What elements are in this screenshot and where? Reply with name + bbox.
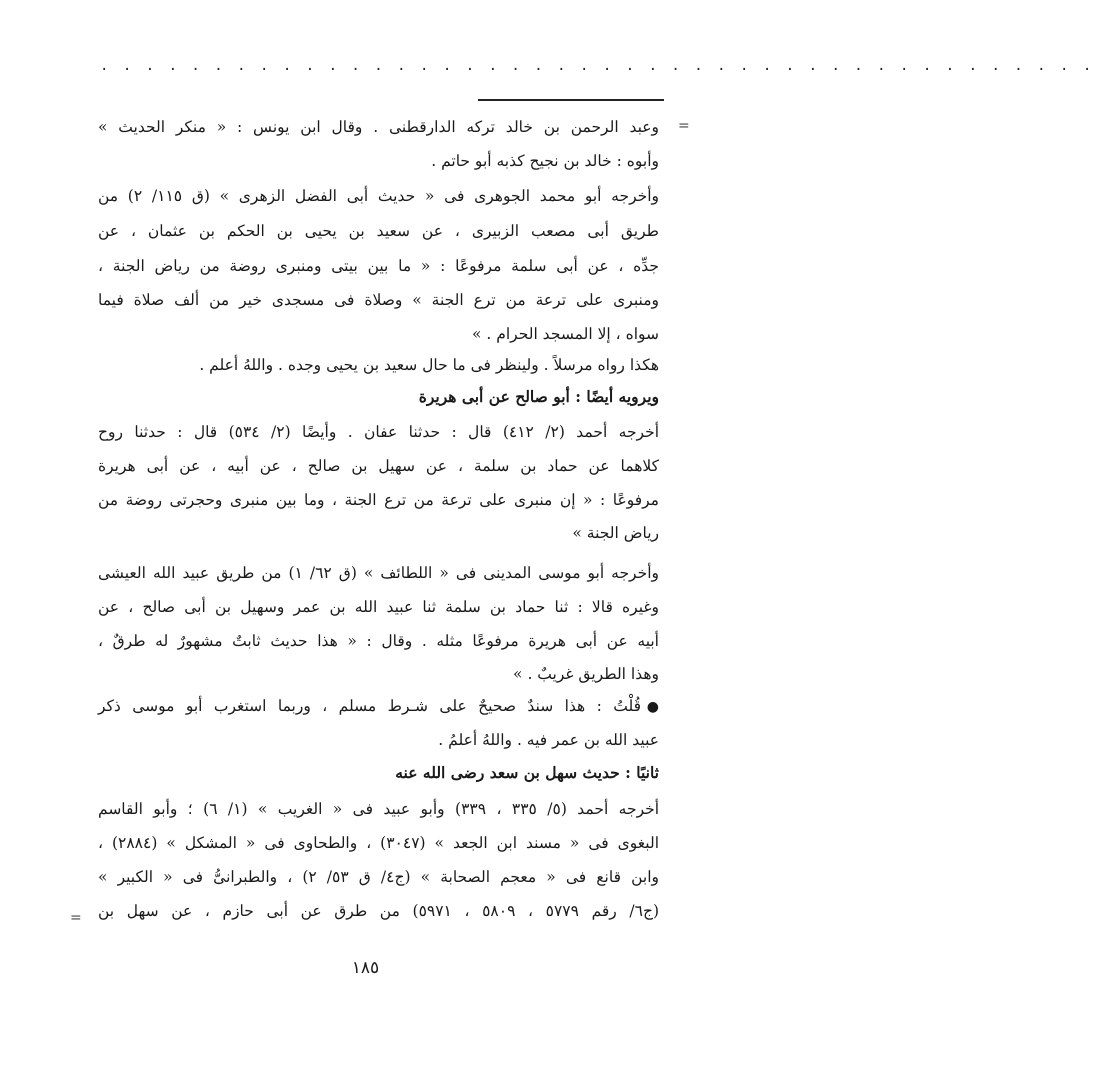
- text-line-15: وغيره قالا : ثنا حماد بن سلمة ثنا عبيد الله بن عمر وسهيل بن أبى صالح ، عن: [98, 598, 659, 616]
- text-line-23: وابن قانع فى « معجم الصحابة » (ج٤/ ق ٥٣/ ٢) ، والطبرانىُّ فى « الكبير »: [98, 868, 659, 886]
- footnote-separator-rule: [478, 99, 664, 101]
- text-line-2: وأبوه : خالد بن نجيح كذبه أبو حاتم .: [431, 152, 659, 170]
- text-line-8: هكذا رواه مرسلاً . ولينظر فى ما حال سعيد بن يحيى وجده . واللهُ أعلم .: [199, 356, 659, 374]
- text-line-1: وعبد الرحمن بن خالد تركه الدارقطنى . وقال ابن يونس : « منكر الحديث »: [98, 118, 659, 136]
- text-line-14: وأخرجه أبو موسى المدينى فى « اللطائف » (ق ٦٢/ ١) من طريق عبيد الله العيشى: [98, 564, 659, 582]
- text-line-3: وأخرجه أبو محمد الجوهرى فى « حديث أبى الفضل الزهرى » (ق ١١٥/ ٢) من: [98, 187, 659, 205]
- text-line-24: (ج٦/ رقم ٥٧٧٩ ، ٥٨٠٩ ، ٥٩٧١) من طرق عن أبى حازم ، عن سهل بن: [98, 902, 660, 920]
- text-line-18: قُلْتُ : هذا سندٌ صحيحٌ على شـرط مسلم ، وربما استغرب أبو موسى ذكر: [98, 697, 641, 715]
- text-line-7: سواه ، إلا المسجد الحرام . »: [472, 325, 659, 343]
- margin-mark-bottom: =: [70, 910, 82, 926]
- text-line-6: ومنبرى على ترعة من ترع الجنة » وصلاة فى مسجدى خير من ألف صلاة فيما: [98, 291, 659, 309]
- header-dot-leader: . . . . . . . . . . . . . . . . . . . . . . . . . . . . . . . . . . . . . . . . . . . .: [100, 58, 1094, 74]
- text-line-17: وهذا الطريق غريبٌ . »: [513, 665, 659, 683]
- text-line-22: البغوى فى « مسند ابن الجعد » (٣٠٤٧) ، والطحاوى فى « المشكل » (٢٨٨٤) ،: [98, 834, 659, 852]
- page-number: ١٨٥: [351, 958, 380, 978]
- bullet-marker: ●: [646, 699, 659, 715]
- text-line-13: رياض الجنة »: [572, 524, 659, 542]
- section-heading-abu-salih: ويرويه أيضًا : أبو صالح عن أبى هريرة: [418, 387, 659, 406]
- text-line-16: أبيه عن أبى هريرة مرفوعًا مثله . وقال : « هذا حديث ثابتٌ مشهورٌ له طرقٌ ،: [98, 632, 659, 650]
- text-line-12: مرفوعًا : « إن منبرى على ترعة من ترع الجنة ، وما بين منبرى وحجرتى روضة من: [98, 491, 659, 509]
- text-line-4: طريق أبى مصعب الزبيرى ، عن سعيد بن يحيى بن الحكم بن عثمان ، عن: [98, 222, 659, 240]
- section-heading-sahl: ثانيًا : حديث سهل بن سعد رضى الله عنه: [395, 763, 659, 782]
- text-line-21: أخرجه أحمد (٥/ ٣٣٥ ، ٣٣٩) وأبو عبيد فى « الغريب » (١/ ٦) ؛ وأبو القاسم: [98, 800, 660, 818]
- text-line-19: عبيد الله بن عمر فيه . واللهُ أعلمُ .: [438, 731, 659, 749]
- text-line-10: أخرجه أحمد (٢/ ٤١٢) قال : حدثنا عفان . وأيضًا (٢/ ٥٣٤) قال : حدثنا روح: [98, 423, 659, 441]
- text-line-5: جدِّه ، عن أبى سلمة مرفوعًا : « ما بين بيتى ومنبرى روضة من رياض الجنة ،: [98, 257, 659, 275]
- text-line-11: كلاهما عن حماد بن سلمة ، عن سهيل بن صالح ، عن أبيه ، عن أبى هريرة: [98, 457, 659, 475]
- margin-mark-top: =: [678, 118, 690, 134]
